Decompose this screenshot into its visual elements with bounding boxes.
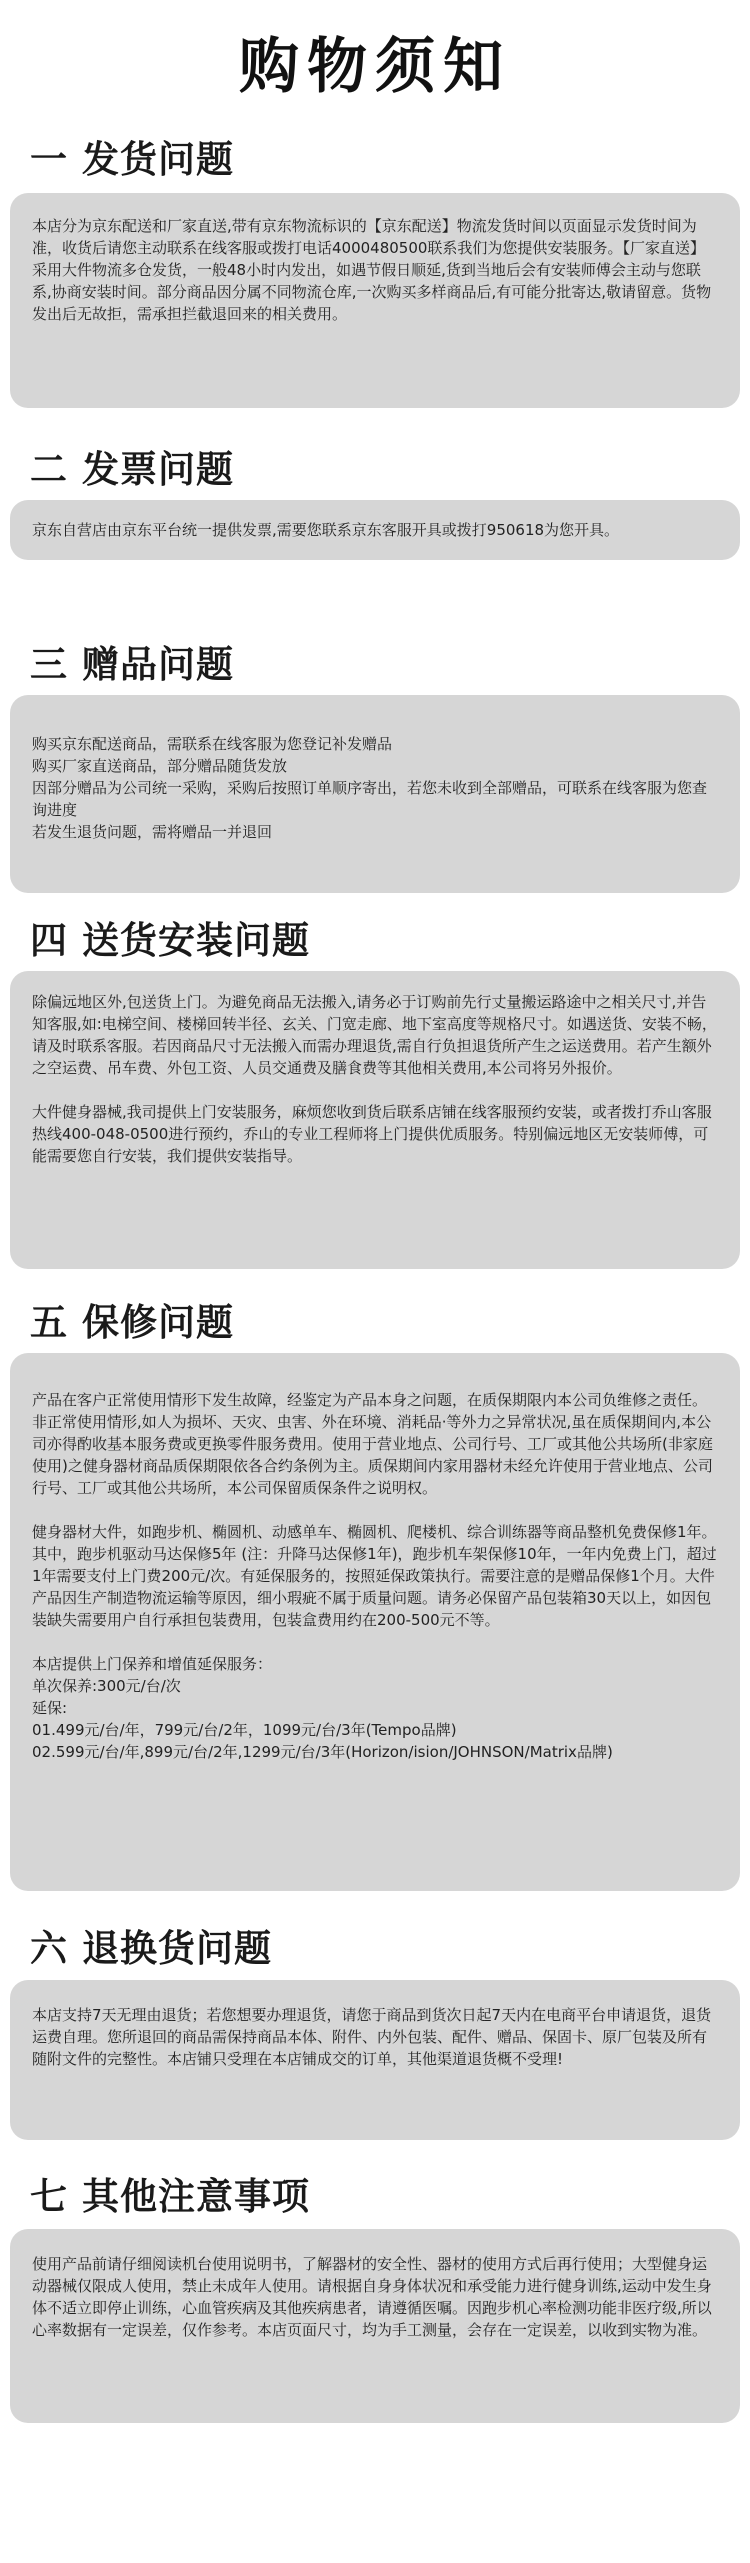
section-title-gifts [30, 640, 234, 690]
section-title-text: 保修问题 [82, 1301, 234, 1344]
list-item: 02.599元/台/年,899元/台/2年,1299元/台/3年(Horizon/ision/JOHNSON/Matrix品牌) [32, 1743, 613, 1761]
page-title: 购物须知 [239, 32, 511, 102]
paragraph: 使用产品前请仔细阅读机台使用说明书，了解器材的安全性、器材的使用方式后再行使用；大型健身运动器械仅限成人使用，禁止未成年人使用。请根据自身身体状况和承受能力进行健身训练,运动中发生身体不适立即停止训练，心血管疾病及其他疾病患者，请遵循医嘱。因跑步机心率检测功能非医疗级,所以心率数据有一定误差，仅作参考。本店页面尺寸，均为手工测量，会存在一定误差，以收到实物为准。 [32, 2255, 712, 2339]
section-box-returns [10, 1980, 740, 2140]
section-title-warranty [30, 1298, 234, 1348]
paragraph: 京东自营店由京东平台统一提供发票,需要您联系京东客服开具或拨打950618为您开具。 [32, 521, 620, 539]
section-number: 七 [30, 2175, 68, 2218]
section-number: 一 [30, 138, 68, 181]
section-title-invoice [30, 445, 234, 495]
section-number: 六 [30, 1927, 68, 1970]
section-title-text: 其他注意事项 [82, 2175, 310, 2218]
section-title-text: 发票问题 [82, 448, 234, 491]
section-box-shipping [10, 193, 740, 408]
list-item: 购买京东配送商品，需联系在线客服为您登记补发赠品 [32, 735, 393, 753]
section-title-other-notes [30, 2172, 310, 2222]
section-title-returns [30, 1924, 272, 1974]
section-number: 五 [30, 1301, 68, 1344]
section-title-text: 赠品问题 [82, 643, 234, 686]
list-item: 因部分赠品为公司统一采购，采购后按照订单顺序寄出，若您未收到全部赠品，可联系在线客服为您查询进度 [32, 779, 708, 819]
list-item: 01.499元/台/年，799元/台/2年，1099元/台/3年(Tempo品牌) [32, 1721, 457, 1739]
section-box-invoice [10, 500, 740, 560]
section-title-delivery [30, 916, 310, 966]
paragraph: 本店分为京东配送和厂家直送,带有京东物流标识的【京东配送】物流发货时间以页面显示发货时间为准，收货后请您主动联系在线客服或拨打电话4000480500联系我们为您提供安装服务。【厂家直送】采用大件物流多仓发货，一般48小时内发出，如遇节假日顺延,货到当地后会有安装师傅会主动与您联系,协商安装时间。部分商品因分属不同物流仓库,一次购买多样商品后,有可能分批寄达,敬请留意。货物发出后无故拒，需承担拦截退回来的相关费用。 [32, 217, 712, 323]
section-title-text: 退换货问题 [82, 1927, 272, 1970]
list-item: 若发生退货问题，需将赠品一并退回 [32, 823, 273, 841]
section-number: 四 [30, 919, 68, 962]
paragraph: 除偏远地区外,包送货上门。为避免商品无法搬入,请务必于订购前先行丈量搬运路途中之相关尺寸,并告知客服,如:电梯空间、楼梯回转半径、玄关、门宽走廊、地下室高度等规格尺寸。如遇送货、安装不畅，请及时联系客服。若因商品尺寸无法搬入而需办理退货,需自行负担退货所产生之运送费用。若产生额外之空运费、吊车费、外包工资、人员交通费及膳食费等其他相关费用,本公司将另外报价。 [32, 993, 717, 1077]
section-title-text: 送货安装问题 [82, 919, 310, 962]
section-number: 三 [30, 643, 68, 686]
paragraph: 健身器材大件，如跑步机、椭圆机、动感单车、椭圆机、爬楼机、综合训练器等商品整机免费保修1年。其中，跑步机驱动马达保修5年 (注：升降马达保修1年)，跑步机车架保修10年，一年内免费上门，超过1年需要支付上门费200元/次。有延保服务的，按照延保政策执行。需要注意的是赠品保修1个月。大件产品因生产制造物流运输等原因，细小瑕疵不属于质量问题。请务必保留产品包装箱30天以上，如因包装缺失需要用户自行承担包装费用，包装盒费用约在200-500元不等。 [32, 1523, 717, 1629]
section-title-text: 发货问题 [82, 138, 234, 181]
list-item: 本店提供上门保养和增值延保服务： [32, 1655, 273, 1673]
section-title-shipping [30, 135, 234, 185]
section-number: 二 [30, 448, 68, 491]
list-item: 购买厂家直送商品，部分赠品随货发放 [32, 757, 288, 775]
section-box-warranty [10, 1353, 740, 1891]
section-box-gifts [10, 695, 740, 893]
paragraph: 产品在客户正常使用情形下发生故障，经鉴定为产品本身之问题，在质保期限内本公司负维修之责任。非正常使用情形,如人为损坏、天灾、虫害、外在环境、消耗品·等外力之异常状况,虽在质保期间内,本公司亦得酌收基本服务费或更换零件服务费用。使用于营业地点、公司行号、工厂或其他公共场所(非家庭使用)之健身器材商品质保期限依各合约条例为主。质保期间内家用器材未经允许使用于营业地点、公司行号、工厂或其他公共场所，本公司保留质保条件之说明权。 [32, 1391, 713, 1497]
list-item: 单次保养:300元/台/次 [32, 1677, 181, 1695]
list-item: 延保: [32, 1699, 68, 1717]
section-box-delivery [10, 971, 740, 1269]
paragraph: 本店支持7天无理由退货；若您想要办理退货，请您于商品到货次日起7天内在电商平台申请退货，退货运费自理。您所退回的商品需保持商品本体、附件、内外包装、配件、赠品、保固卡、原厂包装及所有随附文件的完整性。本店铺只受理在本店铺成交的订单，其他渠道退货概不受理! [32, 2006, 712, 2068]
paragraph: 大件健身器械,我司提供上门安装服务，麻烦您收到货后联系店铺在线客服预约安装，或者拨打乔山客服热线400-048-0500进行预约，乔山的专业工程师将上门提供优质服务。特别偏远地区无安装师傅，可能需要您自行安装，我们提供安装指导。 [32, 1103, 712, 1165]
section-box-other-notes [10, 2229, 740, 2423]
